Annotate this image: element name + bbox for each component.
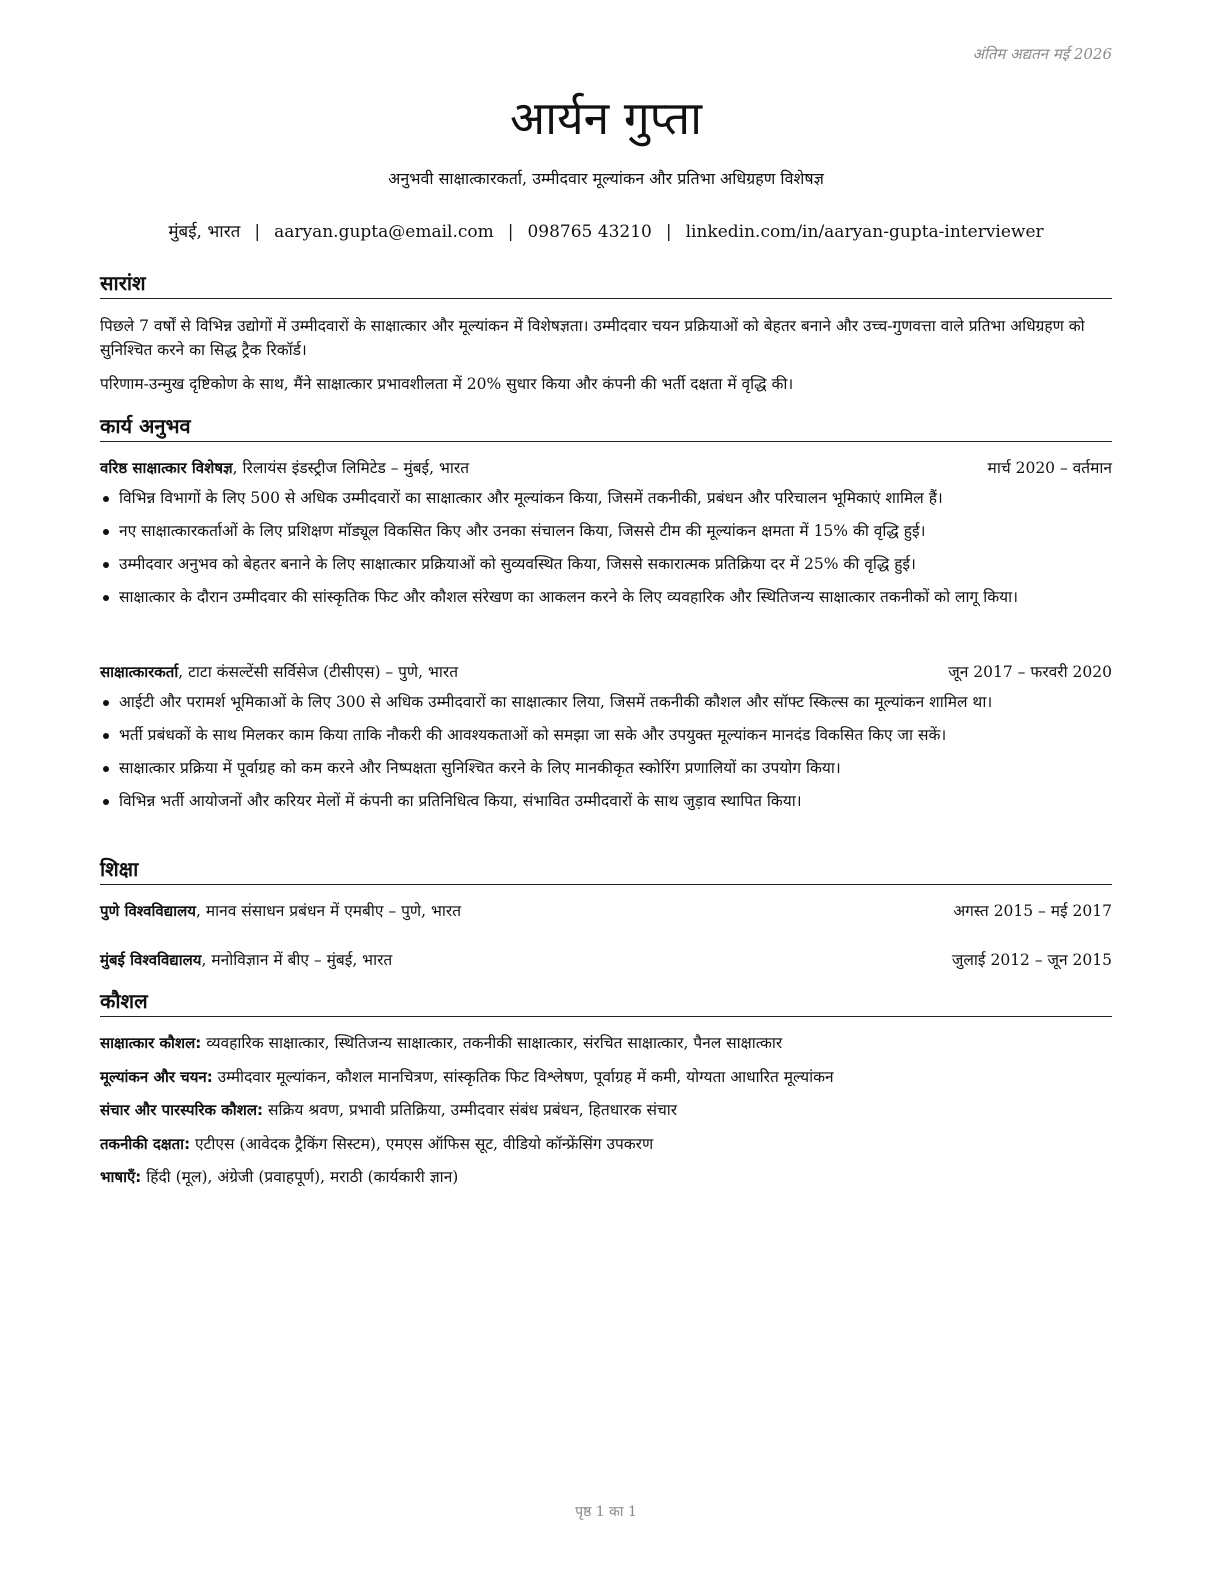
education-dates: अगस्त 2015 – मई 2017 (953, 902, 1112, 920)
job-title: वरिष्ठ साक्षात्कार विशेषज्ञ (100, 459, 233, 477)
list-item: उम्मीदवार अनुभव को बेहतर बनाने के लिए साक्षात्कार प्रक्रियाओं को सुव्यवस्थित किया, जिससे सकारात्मक प्रतिक्रिया दर में 25% की वृद्धि हुई। (100, 552, 1112, 576)
job-bullets (100, 690, 1112, 822)
skill-line (100, 1098, 1112, 1122)
education-item (100, 899, 1112, 923)
degree-detail: , मनोविज्ञान में बीए – मुंबई, भारत (201, 951, 393, 969)
skill-line (100, 1065, 1112, 1089)
school-name: पुणे विश्वविद्यालय (100, 902, 196, 920)
separator: | (254, 222, 261, 242)
summary-paragraph-2: परिणाम-उन्मुख दृष्टिकोण के साथ, मैंने साक्षात्कार प्रभावशीलता में 20% सुधार किया और कंपनी की भर्ती दक्षता में वृद्धि की। (100, 375, 794, 393)
candidate-tagline: अनुभवी साक्षात्कारकर्ता, उम्मीदवार मूल्यांकन और प्रतिभा अधिग्रहण विशेषज्ञ (388, 169, 824, 188)
skill-label: संचार और पारस्परिक कौशल: (100, 1101, 264, 1119)
contact-line (100, 220, 1112, 244)
list-item: साक्षात्कार के दौरान उम्मीदवार की सांस्कृतिक फिट और कौशल संरेखण का आकलन करने के लिए व्यवहारिक और स्थितिजन्य साक्षात्कार तकनीकों को लागू किया। (100, 585, 1112, 609)
candidate-name: आर्यन गुप्ता (509, 91, 703, 145)
separator: | (665, 222, 672, 242)
school-name: मुंबई विश्वविद्यालय (100, 951, 202, 969)
degree-detail: , मानव संसाधन प्रबंधन में एमबीए – पुणे, भारत (195, 902, 462, 920)
job-org: , रिलायंस इंडस्ट्रीज लिमिटेड – मुंबई, भारत (232, 459, 470, 477)
skill-label: साक्षात्कार कौशल: (100, 1034, 202, 1052)
skill-line (100, 1132, 1112, 1156)
list-item: आईटी और परामर्श भूमिकाओं के लिए 300 से अधिक उम्मीदवारों का साक्षात्कार लिया, जिसमें तकनीकी कौशल और सॉफ्ट स्किल्स का मूल्यांकन शामिल था। (100, 690, 1112, 714)
resume-page (100, 0, 1112, 1584)
email-link[interactable]: aaryan.gupta@email.com (274, 222, 494, 242)
job-dates: मार्च 2020 – वर्तमान (987, 459, 1112, 477)
separator: | (507, 222, 514, 242)
list-item: साक्षात्कार प्रक्रिया में पूर्वाग्रह को कम करने और निष्पक्षता सुनिश्चित करने के लिए मानकीकृत स्कोरिंग प्रणालियों का उपयोग किया। (100, 756, 1112, 780)
experience-heading: कार्य अनुभव (100, 413, 1112, 442)
linkedin-link[interactable]: linkedin.com/in/aaryan-gupta-interviewer (685, 222, 1044, 242)
job-org: , टाटा कंसल्टेंसी सर्विसेज (टीसीएस) – पुणे, भारत (178, 663, 459, 681)
location: मुंबई, भारत (168, 222, 241, 242)
skill-value: हिंदी (मूल), अंग्रेजी (प्रवाहपूर्ण), मराठी (कार्यकारी ज्ञान) (141, 1168, 459, 1186)
job-dates: जून 2017 – फरवरी 2020 (948, 663, 1112, 681)
skills-list (100, 1031, 1112, 1199)
education-heading: शिक्षा (100, 856, 1112, 885)
last-updated: अंतिम अद्यतन मई 2026 (972, 45, 1112, 63)
list-item: विभिन्न विभागों के लिए 500 से अधिक उम्मीदवारों का साक्षात्कार और मूल्यांकन किया, जिसमें तकनीकी, प्रबंधन और परिचालन भूमिकाएं शामिल हैं। (100, 486, 1112, 510)
education-dates: जुलाई 2012 – जून 2015 (951, 951, 1112, 969)
skills-heading: कौशल (100, 988, 1112, 1017)
skill-line (100, 1031, 1112, 1055)
skill-label: भाषाएँ: (100, 1168, 142, 1186)
phone-number: 098765 43210 (527, 222, 652, 242)
list-item: भर्ती प्रबंधकों के साथ मिलकर काम किया ताकि नौकरी की आवश्यकताओं को समझा जा सके और उपयुक्त मूल्यांकन मानदंड विकसित किए जा सकें। (100, 723, 1112, 747)
summary-heading: सारांश (100, 270, 1112, 299)
job-bullets (100, 486, 1112, 618)
skill-value: एटीएस (आवेदक ट्रैकिंग सिस्टम), एमएस ऑफिस सूट, वीडियो कॉन्फ्रेंसिंग उपकरण (190, 1134, 654, 1153)
skill-line (100, 1165, 1112, 1189)
list-item: नए साक्षात्कारकर्ताओं के लिए प्रशिक्षण मॉड्यूल विकसित किए और उनका संचालन किया, जिससे टीम की मूल्यांकन क्षमता में 15% की वृद्धि हुई। (100, 519, 1112, 543)
skill-label: मूल्यांकन और चयन: (100, 1067, 213, 1086)
list-item: विभिन्न भर्ती आयोजनों और करियर मेलों में कंपनी का प्रतिनिधित्व किया, संभावित उम्मीदवारों के साथ जुड़ाव स्थापित किया। (100, 789, 1112, 813)
skill-value: व्यवहारिक साक्षात्कार, स्थितिजन्य साक्षात्कार, तकनीकी साक्षात्कार, संरचित साक्षात्कार, पैनल साक्षात्कार (201, 1034, 783, 1052)
job-header (100, 660, 1112, 684)
job-title: साक्षात्कारकर्ता (100, 663, 179, 681)
skill-value: सक्रिय श्रवण, प्रभावी प्रतिक्रिया, उम्मीदवार संबंध प्रबंधन, हितधारक संचार (263, 1101, 678, 1119)
education-item (100, 948, 1112, 972)
skill-label: तकनीकी दक्षता: (100, 1134, 191, 1153)
job-header (100, 456, 1112, 480)
skill-value: उम्मीदवार मूल्यांकन, कौशल मानचित्रण, सांस्कृतिक फिट विश्लेषण, पूर्वाग्रह में कमी, योग्यता आधारित मूल्यांकन (212, 1067, 834, 1086)
page-number: पृष्ठ 1 का 1 (575, 1504, 637, 1520)
summary-paragraph-1: पिछले 7 वर्षों से विभिन्न उद्योगों में उम्मीदवारों के साक्षात्कार और मूल्यांकन में विशेषज्ञता। उम्मीदवार चयन प्रक्रियाओं को बेहतर बनाने और उच्च-गुणवत्ता वाले प्रतिभा अधिग्रहण को सुनिश्चित करने का सिद्ध ट्रैक रिकॉर्ड। (100, 317, 1085, 359)
